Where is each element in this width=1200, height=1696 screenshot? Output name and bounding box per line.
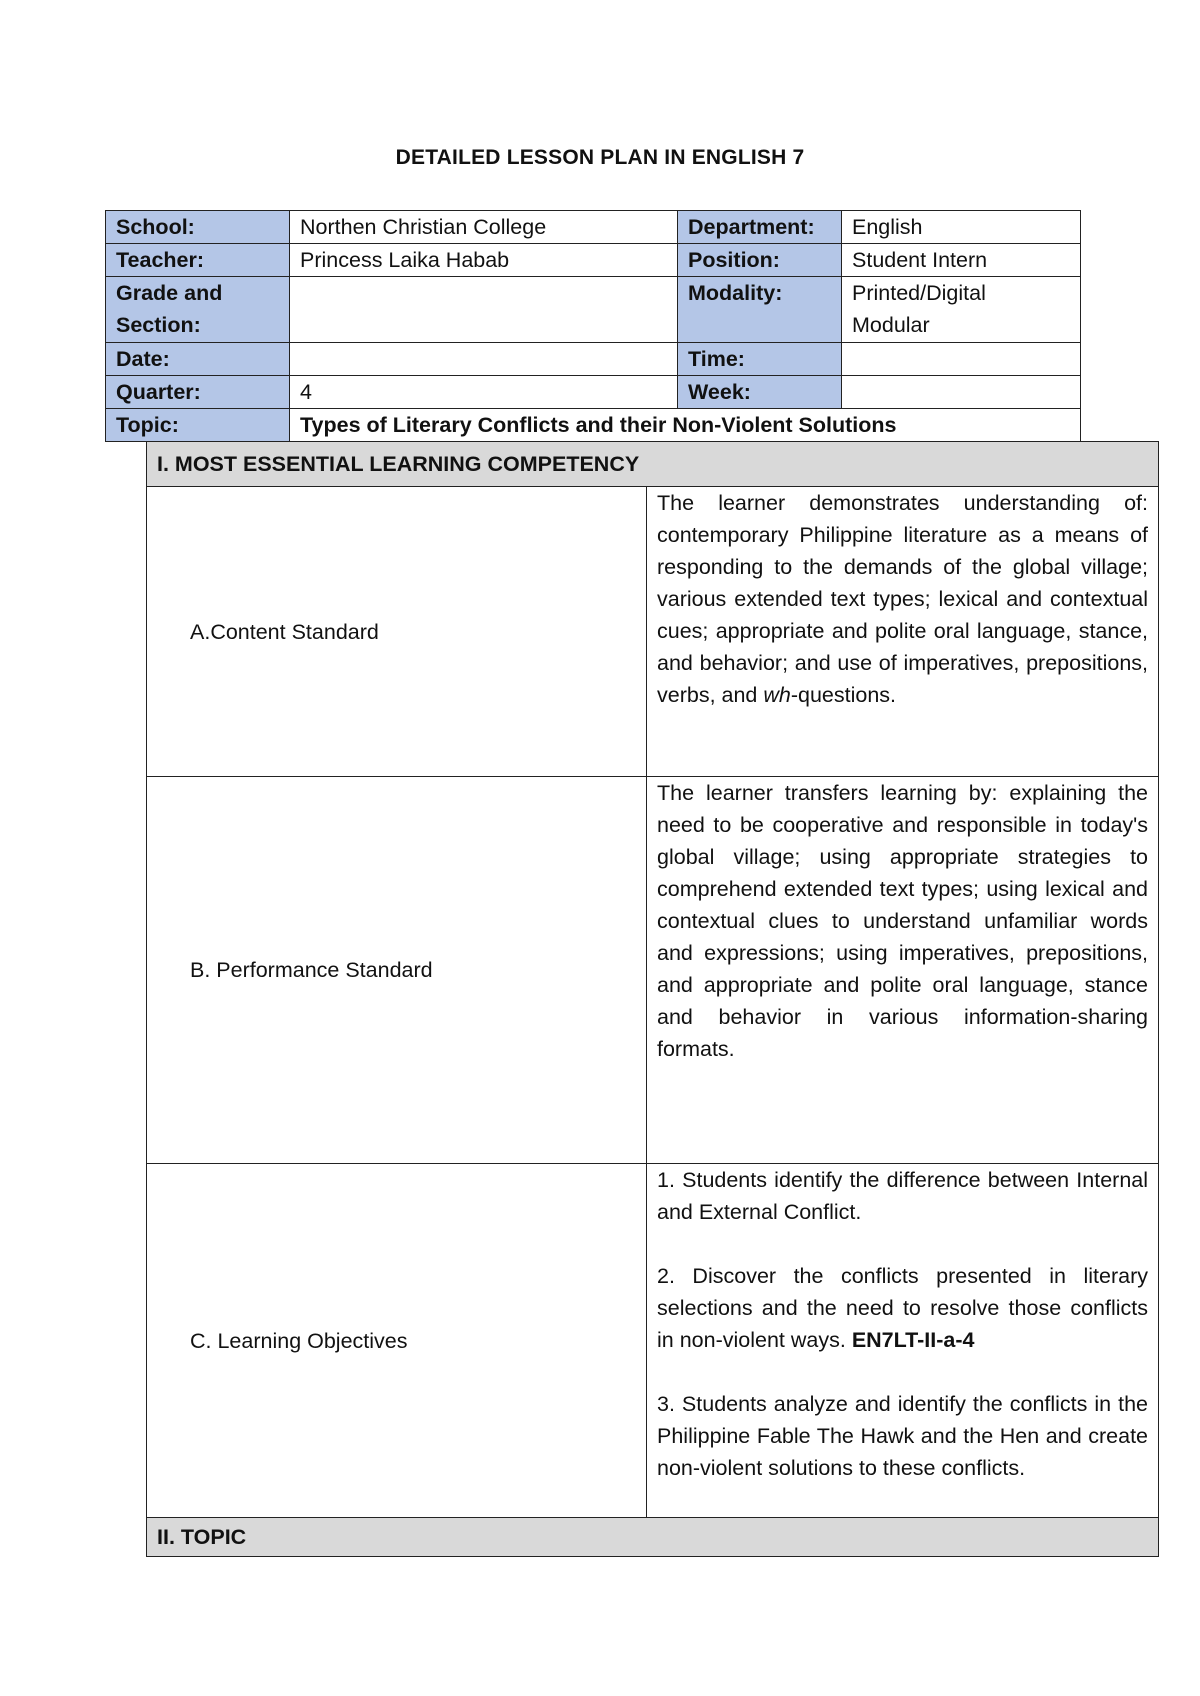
grade-section-value (290, 277, 678, 343)
objective-1: 1. Students identify the difference between Internal and External Conflict. (657, 1168, 1149, 1224)
position-value: Student Intern (842, 244, 1081, 277)
topic-label: Topic: (106, 409, 290, 442)
modality-label: Modality: (678, 277, 842, 343)
grade-label-line-1: Grade and (116, 281, 223, 305)
content-standard-italic: wh (763, 683, 791, 707)
time-label: Time: (678, 343, 842, 376)
content-standard-label: A.Content Standard (147, 487, 647, 777)
topic-value: Types of Literary Conflicts and their Non-Violent Solutions (290, 409, 1081, 442)
objective-3: 3. Students analyze and identify the conflicts in the Philippine Fable The Hawk and the Hen and create non-violent solutions to these conflicts. (657, 1392, 1149, 1480)
department-label: Department: (678, 211, 842, 244)
position-label: Position: (678, 244, 842, 277)
learning-objectives-label: C. Learning Objectives (147, 1164, 647, 1518)
objective-2 (657, 1260, 1148, 1356)
learning-objectives-text (647, 1164, 1159, 1518)
competency-heading: I. MOST ESSENTIAL LEARNING COMPETENCY (147, 442, 1159, 487)
teacher-label: Teacher: (106, 244, 290, 277)
content-standard-text (647, 487, 1159, 777)
objective-2-code: EN7LT-II-a-4 (851, 1328, 975, 1352)
time-value (842, 343, 1081, 376)
week-value (842, 376, 1081, 409)
performance-standard-text: The learner transfers learning by: explaining the need to be cooperative and responsible in today's global village; using appropriate strategies to comprehend extended text types; using lexical and contextual clues to understand unfamiliar words and expressions; using imperatives, prepositions, and appropriate and polite oral language, stance and behavior in various information-sharing formats. (647, 777, 1159, 1164)
content-standard-body: The learner demonstrates understanding of: contemporary Philippine literature as a means of responding to the demands of the global village; various extended text types; lexical and contextual cues; appropriate and polite oral language, stance, and behavior; and use of imperatives, prepositions, verbs, and (657, 491, 1149, 707)
document-title: DETAILED LESSON PLAN IN ENGLISH 7 (395, 146, 805, 169)
topic-section-heading: II. TOPIC (147, 1518, 1159, 1557)
objective-2-text: 2. Discover the conflicts presented in literary selections and the need to resolve those conflicts in non-violent ways. (657, 1264, 1149, 1352)
week-label: Week: (678, 376, 842, 409)
content-standard-tail: -questions. (790, 683, 897, 707)
competency-table (146, 441, 1159, 1557)
modality-value (842, 277, 1081, 343)
date-label: Date: (106, 343, 290, 376)
date-value (290, 343, 678, 376)
performance-standard-label: B. Performance Standard (147, 777, 647, 1164)
modality-line-1: Printed/Digital (852, 281, 986, 305)
teacher-value: Princess Laika Habab (290, 244, 678, 277)
quarter-value: 4 (290, 376, 678, 409)
grade-label-line-2: Section: (116, 313, 201, 337)
school-value: Northen Christian College (290, 211, 678, 244)
quarter-label: Quarter: (106, 376, 290, 409)
grade-section-label (106, 277, 290, 343)
modality-line-2: Modular (852, 313, 930, 337)
department-value: English (842, 211, 1081, 244)
school-label: School: (106, 211, 290, 244)
lesson-info-table (105, 210, 1081, 442)
